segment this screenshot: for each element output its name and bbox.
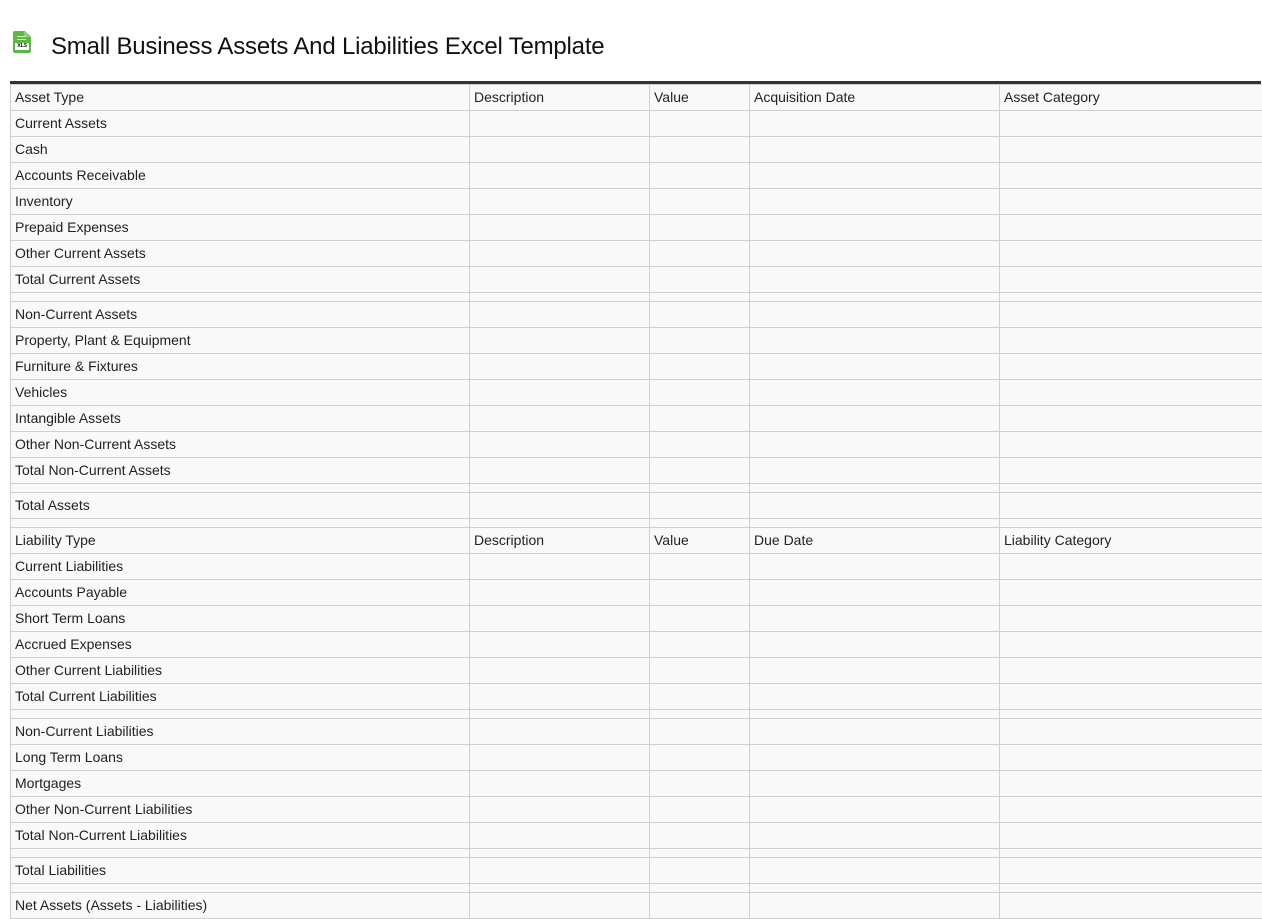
cell[interactable] (650, 328, 750, 354)
cell[interactable] (1000, 771, 1262, 797)
row-label[interactable]: Total Liabilities (11, 858, 470, 884)
cell[interactable] (1000, 493, 1262, 519)
table-row (11, 241, 1262, 267)
cell[interactable] (470, 137, 650, 163)
row-label[interactable]: Short Term Loans (11, 606, 470, 632)
cell[interactable] (750, 858, 1000, 884)
cell[interactable] (470, 554, 650, 580)
cell[interactable] (750, 797, 1000, 823)
cell[interactable] (1000, 858, 1262, 884)
cell[interactable] (470, 458, 650, 484)
cell[interactable] (650, 554, 750, 580)
row-label[interactable]: Current Assets (11, 111, 470, 137)
cell[interactable] (750, 632, 1000, 658)
table-row (11, 580, 1262, 606)
cell[interactable] (1000, 380, 1262, 406)
cell[interactable] (750, 458, 1000, 484)
row-label[interactable]: Other Current Liabilities (11, 658, 470, 684)
cell[interactable] (750, 771, 1000, 797)
cell[interactable] (750, 823, 1000, 849)
cell[interactable] (750, 719, 1000, 745)
cell[interactable] (650, 606, 750, 632)
cell[interactable] (650, 658, 750, 684)
cell[interactable] (470, 215, 650, 241)
cell[interactable] (1000, 632, 1262, 658)
cell[interactable] (750, 111, 1000, 137)
cell[interactable] (470, 658, 650, 684)
cell[interactable] (1000, 137, 1262, 163)
cell[interactable] (650, 684, 750, 710)
spacer-row (11, 849, 1262, 858)
cell[interactable] (470, 580, 650, 606)
cell[interactable] (650, 111, 750, 137)
cell[interactable] (650, 632, 750, 658)
row-label[interactable]: Total Assets (11, 493, 470, 519)
header-cell-value[interactable]: Value (650, 528, 750, 554)
page-title: Small Business Assets And Liabilities Excel Template (51, 33, 604, 61)
cell[interactable] (750, 432, 1000, 458)
liability-header-row (11, 528, 1262, 554)
cell[interactable] (1000, 684, 1262, 710)
cell[interactable] (470, 893, 650, 919)
cell[interactable] (1000, 719, 1262, 745)
cell[interactable] (470, 380, 650, 406)
cell[interactable] (1000, 580, 1262, 606)
table-row (11, 354, 1262, 380)
cell[interactable] (470, 684, 650, 710)
cell[interactable] (650, 797, 750, 823)
asset-header-row (11, 85, 1262, 111)
cell[interactable] (650, 406, 750, 432)
row-label[interactable]: Furniture & Fixtures (11, 354, 470, 380)
cell[interactable] (750, 137, 1000, 163)
cell[interactable] (650, 745, 750, 771)
table-row (11, 606, 1262, 632)
cell[interactable] (470, 745, 650, 771)
cell[interactable] (470, 797, 650, 823)
cell[interactable] (750, 606, 1000, 632)
table-row (11, 432, 1262, 458)
cell[interactable] (750, 267, 1000, 293)
table-row (11, 328, 1262, 354)
cell[interactable] (1000, 267, 1262, 293)
cell[interactable] (1000, 797, 1262, 823)
cell[interactable] (650, 493, 750, 519)
cell[interactable] (650, 580, 750, 606)
cell[interactable] (650, 458, 750, 484)
header-cell-description[interactable]: Description (470, 528, 650, 554)
cell[interactable] (470, 858, 650, 884)
header-cell-asset-category[interactable]: Asset Category (1000, 85, 1262, 111)
row-label[interactable]: Accounts Receivable (11, 163, 470, 189)
table-row (11, 554, 1262, 580)
cell[interactable] (1000, 189, 1262, 215)
cell[interactable] (650, 215, 750, 241)
row-label[interactable]: Cash (11, 137, 470, 163)
row-label[interactable]: Other Non-Current Liabilities (11, 797, 470, 823)
cell[interactable] (470, 163, 650, 189)
row-label[interactable]: Non-Current Liabilities (11, 719, 470, 745)
table-row (11, 215, 1262, 241)
cell[interactable] (1000, 458, 1262, 484)
cell[interactable] (470, 432, 650, 458)
cell[interactable] (1000, 241, 1262, 267)
cell[interactable] (470, 354, 650, 380)
table-row (11, 458, 1262, 484)
cell[interactable] (470, 606, 650, 632)
cell[interactable] (470, 328, 650, 354)
cell[interactable] (750, 163, 1000, 189)
cell[interactable] (470, 302, 650, 328)
cell[interactable] (650, 380, 750, 406)
table-row (11, 302, 1262, 328)
row-label[interactable]: Other Non-Current Assets (11, 432, 470, 458)
row-label[interactable]: Intangible Assets (11, 406, 470, 432)
cell[interactable] (750, 580, 1000, 606)
cell[interactable] (750, 380, 1000, 406)
total-assets-row (11, 493, 1262, 519)
cell[interactable] (470, 771, 650, 797)
cell[interactable] (750, 658, 1000, 684)
row-label[interactable]: Inventory (11, 189, 470, 215)
table-row (11, 163, 1262, 189)
cell[interactable] (650, 823, 750, 849)
table-row (11, 267, 1262, 293)
cell[interactable] (650, 137, 750, 163)
net-assets-row (11, 893, 1262, 919)
cell[interactable] (1000, 658, 1262, 684)
cell[interactable] (750, 684, 1000, 710)
row-label[interactable]: Prepaid Expenses (11, 215, 470, 241)
cell[interactable] (470, 267, 650, 293)
table-row (11, 137, 1262, 163)
cell[interactable] (750, 554, 1000, 580)
cell[interactable] (750, 328, 1000, 354)
header-cell-liability-category[interactable]: Liability Category (1000, 528, 1262, 554)
spacer-row (11, 710, 1262, 719)
cell[interactable] (650, 267, 750, 293)
spacer-row (11, 484, 1262, 493)
total-liabilities-row (11, 858, 1262, 884)
cell[interactable] (650, 302, 750, 328)
cell[interactable] (650, 771, 750, 797)
cell[interactable] (750, 893, 1000, 919)
cell[interactable] (1000, 606, 1262, 632)
table-row (11, 658, 1262, 684)
header-cell-liability-type[interactable]: Liability Type (11, 528, 470, 554)
table-row (11, 771, 1262, 797)
cell[interactable] (650, 189, 750, 215)
table-row (11, 797, 1262, 823)
cell[interactable] (1000, 823, 1262, 849)
table-row (11, 823, 1262, 849)
row-label[interactable]: Property, Plant & Equipment (11, 328, 470, 354)
cell[interactable] (750, 406, 1000, 432)
header-cell-asset-type[interactable]: Asset Type (11, 85, 470, 111)
header-cell-due-date[interactable]: Due Date (750, 528, 1000, 554)
row-label[interactable]: Non-Current Assets (11, 302, 470, 328)
row-label[interactable]: Vehicles (11, 380, 470, 406)
spacer-row (11, 293, 1262, 302)
header-cell-acquisition-date[interactable]: Acquisition Date (750, 85, 1000, 111)
page-header (12, 30, 604, 64)
cell[interactable] (650, 893, 750, 919)
cell[interactable] (650, 858, 750, 884)
spacer-row (11, 519, 1262, 528)
cell[interactable] (470, 823, 650, 849)
cell[interactable] (470, 111, 650, 137)
row-label[interactable]: Other Current Assets (11, 241, 470, 267)
cell[interactable] (750, 302, 1000, 328)
table-row (11, 189, 1262, 215)
row-label[interactable]: Total Current Liabilities (11, 684, 470, 710)
cell[interactable] (1000, 432, 1262, 458)
row-label[interactable]: Current Liabilities (11, 554, 470, 580)
header-cell-value[interactable]: Value (650, 85, 750, 111)
cell[interactable] (650, 354, 750, 380)
cell[interactable] (1000, 328, 1262, 354)
cell[interactable] (750, 241, 1000, 267)
cell[interactable] (1000, 406, 1262, 432)
cell[interactable] (650, 163, 750, 189)
cell[interactable] (1000, 111, 1262, 137)
table-row (11, 745, 1262, 771)
cell[interactable] (1000, 893, 1262, 919)
xls-file-icon: XLS (12, 31, 32, 55)
table-row (11, 406, 1262, 432)
table-row (11, 111, 1262, 137)
cell[interactable] (750, 745, 1000, 771)
cell[interactable] (1000, 215, 1262, 241)
row-label[interactable]: Net Assets (Assets - Liabilities) (11, 893, 470, 919)
cell[interactable] (750, 493, 1000, 519)
table-row (11, 684, 1262, 710)
row-label[interactable]: Long Term Loans (11, 745, 470, 771)
row-label[interactable]: Accrued Expenses (11, 632, 470, 658)
spreadsheet-table (10, 81, 1261, 919)
cell[interactable] (1000, 354, 1262, 380)
cell[interactable] (650, 719, 750, 745)
row-label[interactable]: Mortgages (11, 771, 470, 797)
row-label[interactable]: Accounts Payable (11, 580, 470, 606)
table-row (11, 632, 1262, 658)
table-row (11, 380, 1262, 406)
cell[interactable] (1000, 554, 1262, 580)
header-cell-description[interactable]: Description (470, 85, 650, 111)
cell[interactable] (750, 215, 1000, 241)
cell[interactable] (1000, 745, 1262, 771)
cell[interactable] (750, 189, 1000, 215)
cell[interactable] (470, 719, 650, 745)
cell[interactable] (470, 406, 650, 432)
cell[interactable] (470, 241, 650, 267)
cell[interactable] (1000, 163, 1262, 189)
cell[interactable] (1000, 302, 1262, 328)
row-label[interactable]: Total Non-Current Liabilities (11, 823, 470, 849)
cell[interactable] (650, 241, 750, 267)
cell[interactable] (470, 189, 650, 215)
row-label[interactable]: Total Current Assets (11, 267, 470, 293)
cell[interactable] (470, 493, 650, 519)
cell[interactable] (650, 432, 750, 458)
row-label[interactable]: Total Non-Current Assets (11, 458, 470, 484)
spacer-row (11, 884, 1262, 893)
table-row (11, 719, 1262, 745)
cell[interactable] (750, 354, 1000, 380)
cell[interactable] (470, 632, 650, 658)
